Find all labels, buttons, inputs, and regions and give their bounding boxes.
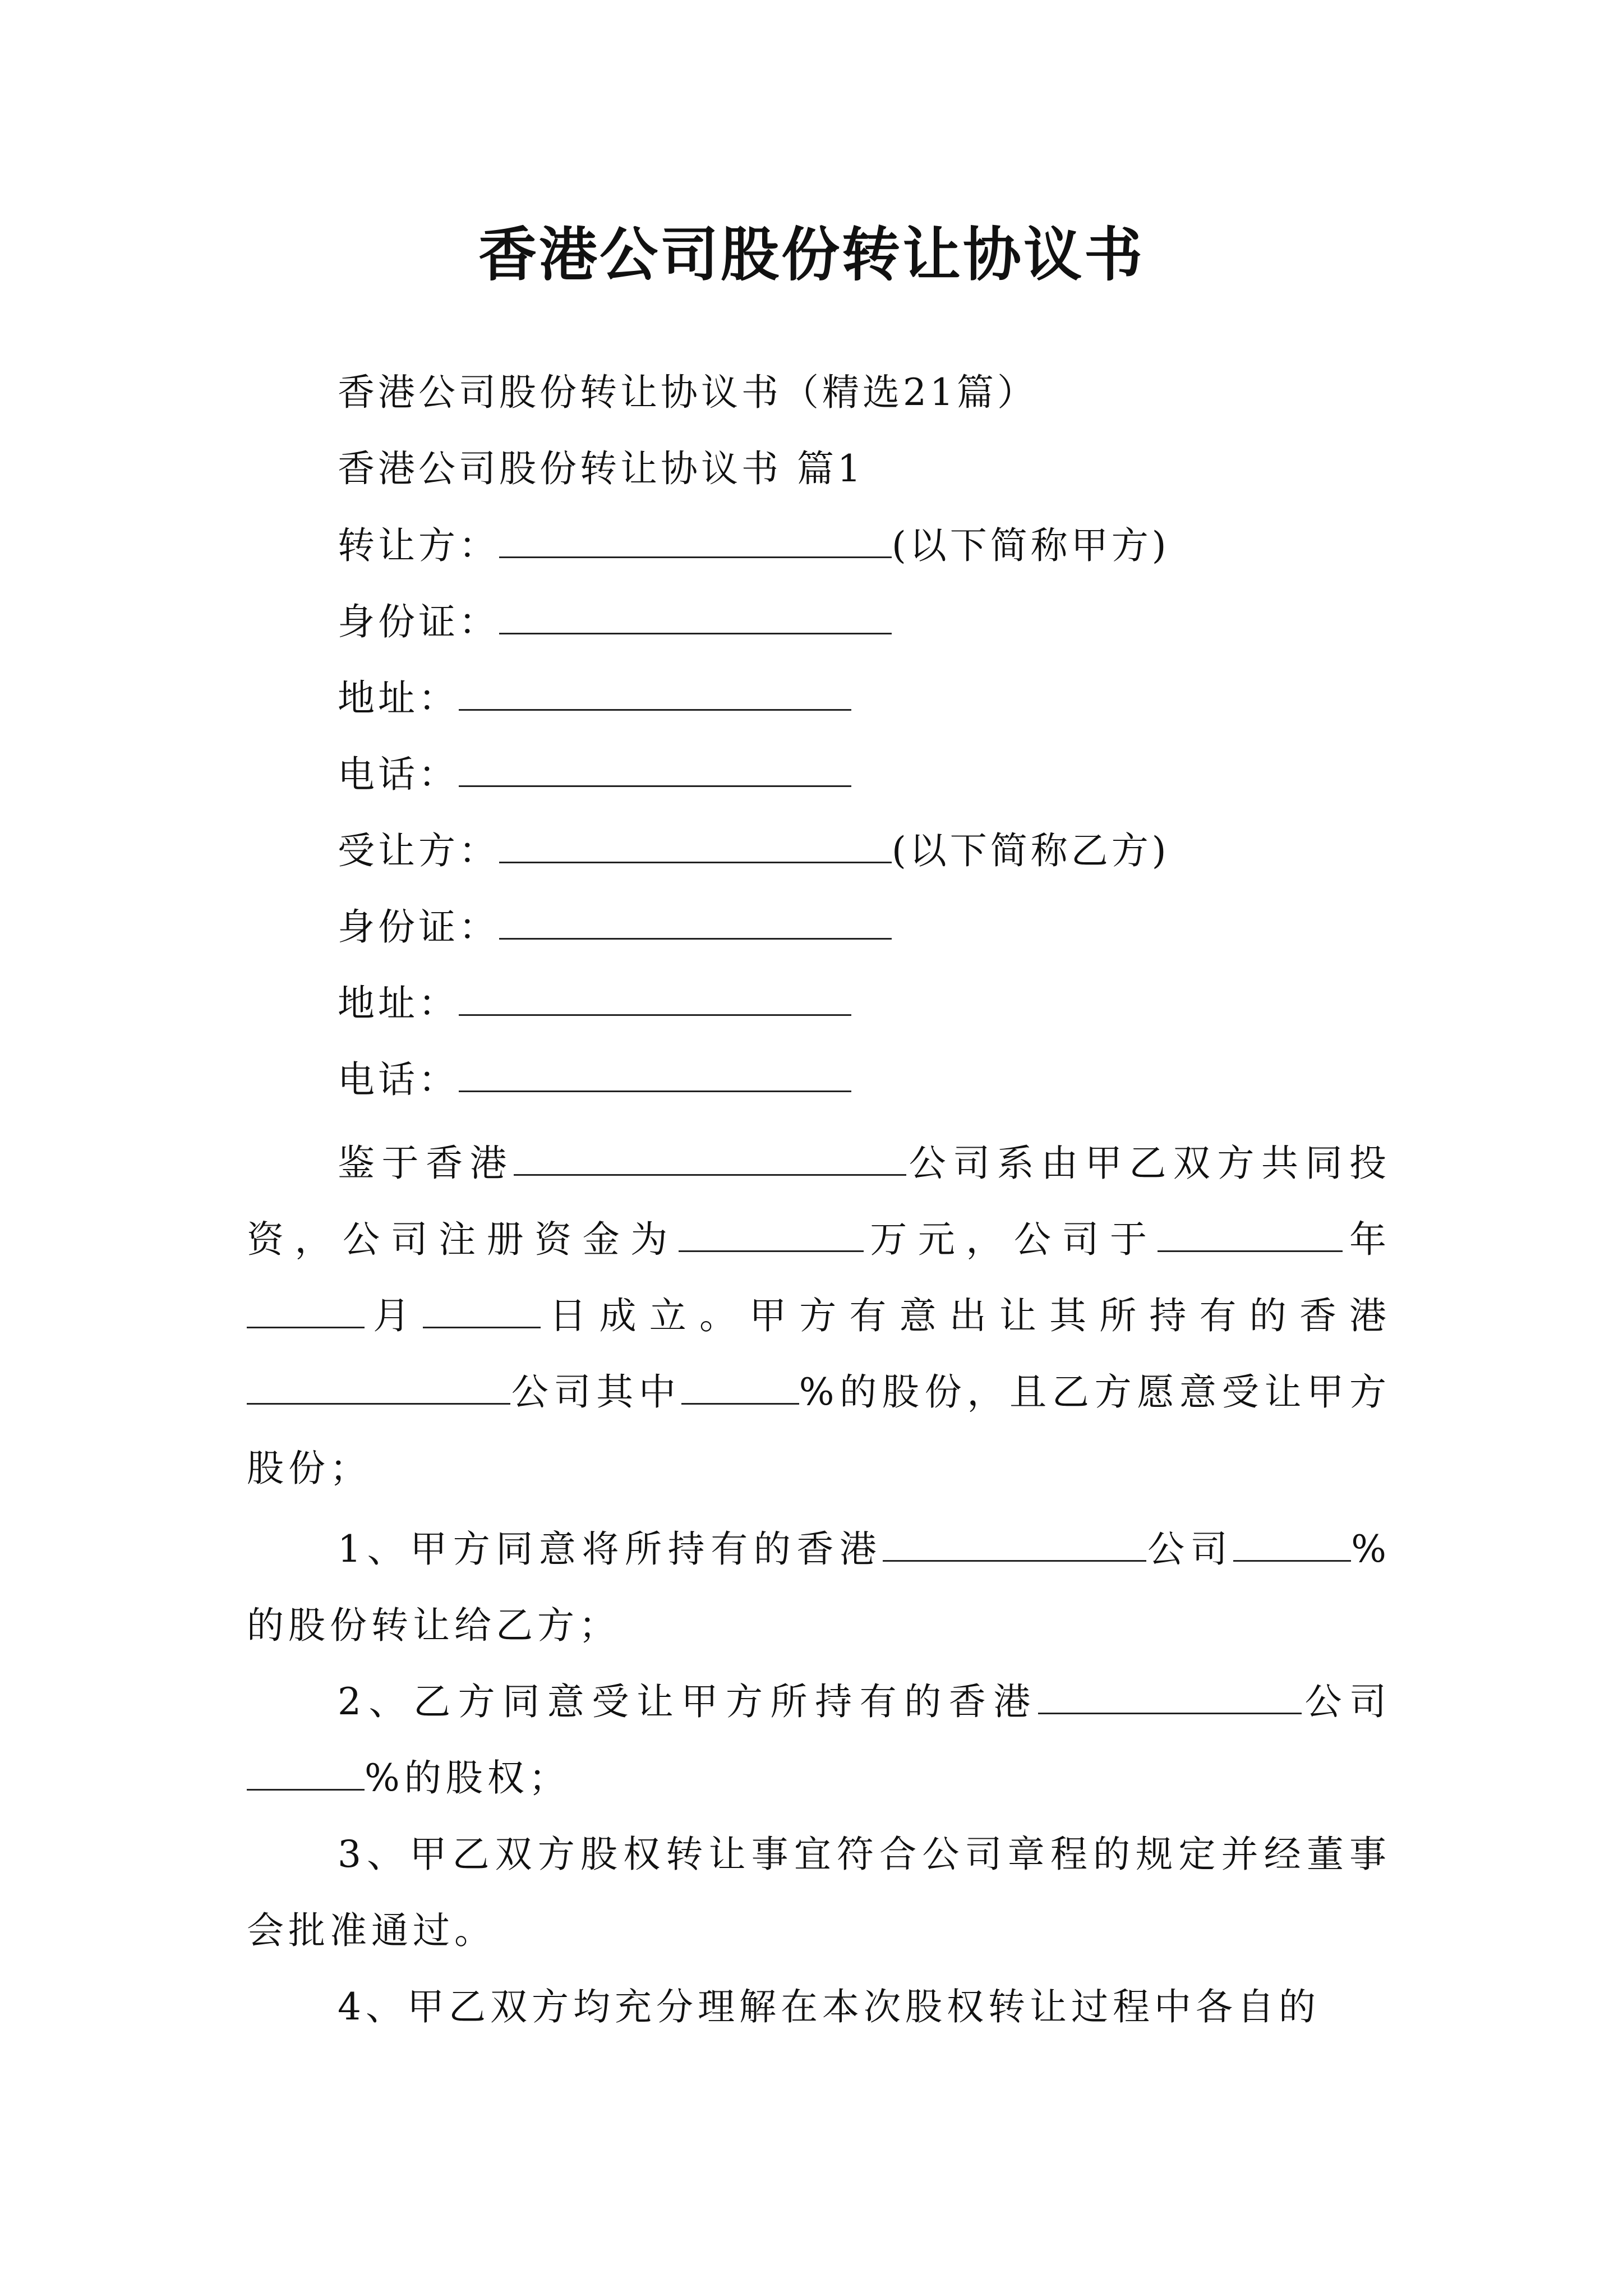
transferor-address-label: 地址： [338, 677, 459, 720]
document-title: 香港公司股份转让协议书 [478, 220, 1145, 289]
company-name-blank [514, 1140, 906, 1176]
transferee-id-blank [499, 904, 892, 940]
clause-text: 1、甲方同意将所持有的香港 [338, 1527, 883, 1571]
registered-capital-blank [679, 1217, 864, 1252]
transferee-address-line [338, 981, 851, 1026]
clause-3: 3、甲乙双方股权转让事宜符合公司章程的规定并经董事会批准通过。 [247, 1833, 1391, 1952]
transferee-phone-label: 电话： [338, 1058, 459, 1101]
percent-blank [247, 1755, 365, 1791]
transferee-phone-blank [459, 1057, 851, 1092]
recital-text: 年 [1343, 1218, 1391, 1261]
month-blank [247, 1293, 365, 1328]
clause-text: 公司 [1301, 1680, 1391, 1723]
percent-blank [681, 1369, 799, 1405]
transferee-phone-line [338, 1057, 851, 1102]
clause-4: 4、甲乙双方均充分理解在本次股权转让过程中各自的 [338, 1985, 1320, 2028]
section-heading: 香港公司股份转让协议书 篇1 [338, 447, 864, 490]
clause-1 [247, 1511, 1391, 1664]
year-blank [1158, 1217, 1343, 1252]
transferor-id-blank [499, 599, 892, 634]
recital-text: %的股份，且乙方愿意受让甲方股份； [247, 1370, 1391, 1490]
company-name-blank [883, 1526, 1146, 1562]
transferee-id-line [338, 904, 892, 950]
clause-text: %的股权； [365, 1756, 570, 1800]
recital-text: 日成立。甲方有意出让其所持有的香港 [541, 1294, 1391, 1337]
transferor-id-label: 身份证： [338, 600, 499, 643]
transferor-phone-label: 电话： [338, 753, 459, 796]
transferor-suffix: (以下简称甲方) [892, 524, 1170, 567]
transferee-address-label: 地址： [338, 982, 459, 1025]
recital-text: 公司系由甲乙双方共同投资，公司注册资金为 [247, 1142, 1391, 1261]
transferor-address-line [338, 675, 851, 721]
transferor-id-line [338, 599, 892, 645]
recital-text: 鉴于香港 [338, 1142, 514, 1185]
transferor-address-blank [459, 675, 851, 711]
transferee-line [338, 828, 1170, 873]
company-name-blank [247, 1369, 510, 1405]
transferor-name-blank [499, 523, 892, 558]
transferee-address-blank [459, 981, 851, 1016]
recital-paragraph [247, 1125, 1391, 1507]
transferor-phone-line [338, 752, 851, 797]
recital-text: 公司其中 [510, 1370, 681, 1414]
transferee-label: 受让方： [338, 829, 499, 872]
transferee-id-label: 身份证： [338, 905, 499, 949]
document-subtitle: 香港公司股份转让协议书（精选21篇） [338, 371, 1038, 414]
recital-text: 月 [365, 1294, 423, 1337]
company-name-blank [1038, 1679, 1302, 1714]
recital-text: 万元，公司于 [863, 1218, 1158, 1261]
transferor-label: 转让方： [338, 524, 499, 567]
day-blank [423, 1293, 541, 1328]
transferor-phone-blank [459, 752, 851, 787]
clause-2 [247, 1664, 1391, 1816]
clause-text: %的股份转让给乙方； [247, 1527, 1391, 1647]
clause-text: 2、乙方同意受让甲方所持有的香港 [338, 1680, 1038, 1723]
clause-text: 公司 [1146, 1527, 1234, 1571]
percent-blank [1233, 1526, 1351, 1562]
transferor-line [338, 523, 1170, 568]
transferee-suffix: (以下简称乙方) [892, 829, 1170, 872]
transferee-name-blank [499, 828, 892, 863]
